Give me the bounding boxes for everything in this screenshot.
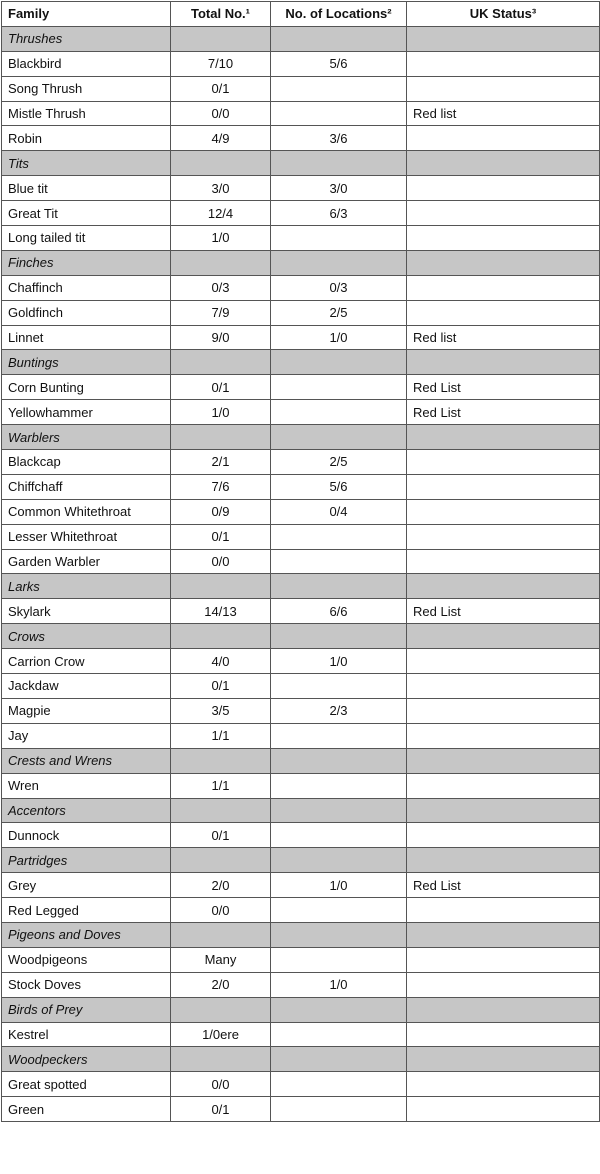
- locations-cell: 6/3: [271, 201, 407, 226]
- group-empty-cell: [407, 151, 600, 176]
- table-row: [2, 76, 600, 101]
- total-cell: 0/1: [171, 1097, 271, 1122]
- status-cell: Red list: [407, 325, 600, 350]
- table-row: [2, 101, 600, 126]
- status-cell: Red List: [407, 873, 600, 898]
- family-cell: Magpie: [2, 698, 171, 723]
- total-cell: 2/0: [171, 972, 271, 997]
- status-cell: [407, 549, 600, 574]
- locations-cell: [271, 723, 407, 748]
- group-empty-cell: [407, 848, 600, 873]
- family-cell: Jackdaw: [2, 674, 171, 699]
- group-empty-cell: [271, 997, 407, 1022]
- family-cell: Skylark: [2, 599, 171, 624]
- family-cell: Chaffinch: [2, 275, 171, 300]
- locations-cell: [271, 101, 407, 126]
- family-cell: Goldfinch: [2, 300, 171, 325]
- table-row: [2, 873, 600, 898]
- table-row: [2, 1022, 600, 1047]
- family-cell: Wren: [2, 773, 171, 798]
- total-cell: 1/1: [171, 773, 271, 798]
- group-name: Larks: [2, 574, 171, 599]
- group-empty-cell: [271, 151, 407, 176]
- family-cell: Dunnock: [2, 823, 171, 848]
- table-row: [2, 201, 600, 226]
- family-cell: Green: [2, 1097, 171, 1122]
- group-empty-cell: [407, 922, 600, 947]
- family-cell: Lesser Whitethroat: [2, 524, 171, 549]
- table-row: [2, 1097, 600, 1122]
- group-empty-cell: [271, 574, 407, 599]
- locations-cell: [271, 1097, 407, 1122]
- status-cell: [407, 698, 600, 723]
- family-cell: Garden Warbler: [2, 549, 171, 574]
- total-cell: 0/1: [171, 375, 271, 400]
- family-cell: Linnet: [2, 325, 171, 350]
- total-cell: 0/0: [171, 898, 271, 923]
- family-cell: Kestrel: [2, 1022, 171, 1047]
- group-row: [2, 848, 600, 873]
- total-cell: Many: [171, 947, 271, 972]
- group-row: [2, 350, 600, 375]
- family-cell: Mistle Thrush: [2, 101, 171, 126]
- table-row: [2, 524, 600, 549]
- total-cell: 0/0: [171, 1072, 271, 1097]
- group-empty-cell: [271, 848, 407, 873]
- family-cell: Long tailed tit: [2, 226, 171, 251]
- status-cell: [407, 201, 600, 226]
- table-row: [2, 126, 600, 151]
- table-row: [2, 300, 600, 325]
- group-row: [2, 425, 600, 450]
- group-row: [2, 151, 600, 176]
- table-row: [2, 599, 600, 624]
- header-locations: No. of Locations²: [271, 2, 407, 27]
- status-cell: [407, 773, 600, 798]
- total-cell: 9/0: [171, 325, 271, 350]
- family-cell: Blackcap: [2, 450, 171, 475]
- locations-cell: 1/0: [271, 649, 407, 674]
- table-row: [2, 375, 600, 400]
- group-name: Pigeons and Doves: [2, 922, 171, 947]
- status-cell: [407, 823, 600, 848]
- locations-cell: 3/0: [271, 176, 407, 201]
- status-cell: [407, 723, 600, 748]
- table-row: [2, 674, 600, 699]
- total-cell: 0/1: [171, 76, 271, 101]
- table-row: [2, 972, 600, 997]
- group-empty-cell: [271, 350, 407, 375]
- table-row: [2, 773, 600, 798]
- total-cell: 7/10: [171, 51, 271, 76]
- locations-cell: 1/0: [271, 325, 407, 350]
- status-cell: [407, 898, 600, 923]
- group-name: Birds of Prey: [2, 997, 171, 1022]
- total-cell: 2/0: [171, 873, 271, 898]
- header-row: [2, 2, 600, 27]
- group-name: Buntings: [2, 350, 171, 375]
- table-row: [2, 275, 600, 300]
- group-empty-cell: [407, 798, 600, 823]
- total-cell: 4/0: [171, 649, 271, 674]
- group-name: Crests and Wrens: [2, 748, 171, 773]
- total-cell: 0/1: [171, 524, 271, 549]
- total-cell: 4/9: [171, 126, 271, 151]
- table-row: [2, 51, 600, 76]
- group-empty-cell: [407, 350, 600, 375]
- family-cell: Great spotted: [2, 1072, 171, 1097]
- status-cell: [407, 1022, 600, 1047]
- total-cell: 3/0: [171, 176, 271, 201]
- locations-cell: 6/6: [271, 599, 407, 624]
- family-cell: Blackbird: [2, 51, 171, 76]
- group-row: [2, 624, 600, 649]
- group-empty-cell: [407, 250, 600, 275]
- total-cell: 1/0ere: [171, 1022, 271, 1047]
- total-cell: 7/6: [171, 474, 271, 499]
- family-cell: Jay: [2, 723, 171, 748]
- group-empty-cell: [407, 624, 600, 649]
- locations-cell: 5/6: [271, 51, 407, 76]
- group-row: [2, 748, 600, 773]
- group-empty-cell: [171, 624, 271, 649]
- group-empty-cell: [171, 848, 271, 873]
- status-cell: [407, 1097, 600, 1122]
- family-cell: Blue tit: [2, 176, 171, 201]
- locations-cell: 3/6: [271, 126, 407, 151]
- table-row: [2, 474, 600, 499]
- header-total: Total No.¹: [171, 2, 271, 27]
- status-cell: [407, 1072, 600, 1097]
- locations-cell: [271, 375, 407, 400]
- status-cell: [407, 300, 600, 325]
- total-cell: 14/13: [171, 599, 271, 624]
- group-empty-cell: [271, 26, 407, 51]
- status-cell: [407, 649, 600, 674]
- group-empty-cell: [407, 748, 600, 773]
- locations-cell: [271, 549, 407, 574]
- status-cell: [407, 176, 600, 201]
- group-empty-cell: [171, 748, 271, 773]
- group-row: [2, 997, 600, 1022]
- status-cell: [407, 76, 600, 101]
- locations-cell: [271, 524, 407, 549]
- family-cell: Woodpigeons: [2, 947, 171, 972]
- table-row: [2, 649, 600, 674]
- group-row: [2, 26, 600, 51]
- locations-cell: [271, 823, 407, 848]
- group-empty-cell: [271, 798, 407, 823]
- group-empty-cell: [271, 922, 407, 947]
- locations-cell: [271, 773, 407, 798]
- table-row: [2, 549, 600, 574]
- total-cell: 0/9: [171, 499, 271, 524]
- table-row: [2, 1072, 600, 1097]
- status-cell: [407, 474, 600, 499]
- header-family: Family: [2, 2, 171, 27]
- group-empty-cell: [271, 624, 407, 649]
- locations-cell: [271, 898, 407, 923]
- table-row: [2, 450, 600, 475]
- group-name: Crows: [2, 624, 171, 649]
- family-cell: Song Thrush: [2, 76, 171, 101]
- group-row: [2, 250, 600, 275]
- locations-cell: [271, 1072, 407, 1097]
- group-empty-cell: [171, 151, 271, 176]
- group-empty-cell: [407, 26, 600, 51]
- locations-cell: [271, 76, 407, 101]
- group-empty-cell: [271, 1047, 407, 1072]
- status-cell: [407, 972, 600, 997]
- group-empty-cell: [407, 574, 600, 599]
- status-cell: Red list: [407, 101, 600, 126]
- group-row: [2, 574, 600, 599]
- group-empty-cell: [171, 1047, 271, 1072]
- status-cell: Red List: [407, 599, 600, 624]
- table-row: [2, 698, 600, 723]
- locations-cell: 1/0: [271, 972, 407, 997]
- locations-cell: 5/6: [271, 474, 407, 499]
- status-cell: [407, 226, 600, 251]
- family-cell: Grey: [2, 873, 171, 898]
- group-empty-cell: [407, 1047, 600, 1072]
- total-cell: 0/1: [171, 823, 271, 848]
- group-empty-cell: [171, 922, 271, 947]
- status-cell: [407, 450, 600, 475]
- group-empty-cell: [171, 26, 271, 51]
- group-empty-cell: [171, 997, 271, 1022]
- table-row: [2, 723, 600, 748]
- locations-cell: 2/3: [271, 698, 407, 723]
- group-name: Finches: [2, 250, 171, 275]
- locations-cell: 0/3: [271, 275, 407, 300]
- group-row: [2, 1047, 600, 1072]
- total-cell: 12/4: [171, 201, 271, 226]
- table-row: [2, 947, 600, 972]
- table-row: [2, 400, 600, 425]
- group-row: [2, 922, 600, 947]
- family-cell: Stock Doves: [2, 972, 171, 997]
- locations-cell: 1/0: [271, 873, 407, 898]
- family-cell: Corn Bunting: [2, 375, 171, 400]
- group-empty-cell: [271, 748, 407, 773]
- group-name: Woodpeckers: [2, 1047, 171, 1072]
- bird-survey-table: [1, 1, 600, 1122]
- total-cell: 0/3: [171, 275, 271, 300]
- group-empty-cell: [407, 997, 600, 1022]
- family-cell: Yellowhammer: [2, 400, 171, 425]
- group-name: Warblers: [2, 425, 171, 450]
- table-row: [2, 898, 600, 923]
- status-cell: [407, 126, 600, 151]
- locations-cell: [271, 947, 407, 972]
- family-cell: Common Whitethroat: [2, 499, 171, 524]
- table-row: [2, 499, 600, 524]
- total-cell: 1/0: [171, 226, 271, 251]
- status-cell: [407, 524, 600, 549]
- group-name: Partridges: [2, 848, 171, 873]
- locations-cell: [271, 400, 407, 425]
- group-empty-cell: [171, 350, 271, 375]
- group-empty-cell: [407, 425, 600, 450]
- status-cell: [407, 674, 600, 699]
- table-row: [2, 176, 600, 201]
- locations-cell: 0/4: [271, 499, 407, 524]
- total-cell: 1/1: [171, 723, 271, 748]
- locations-cell: [271, 226, 407, 251]
- table-row: [2, 226, 600, 251]
- group-name: Thrushes: [2, 26, 171, 51]
- total-cell: 1/0: [171, 400, 271, 425]
- locations-cell: [271, 674, 407, 699]
- group-empty-cell: [171, 425, 271, 450]
- group-empty-cell: [171, 250, 271, 275]
- locations-cell: 2/5: [271, 450, 407, 475]
- total-cell: 3/5: [171, 698, 271, 723]
- group-empty-cell: [171, 574, 271, 599]
- total-cell: 0/0: [171, 549, 271, 574]
- status-cell: [407, 275, 600, 300]
- status-cell: Red List: [407, 400, 600, 425]
- family-cell: Robin: [2, 126, 171, 151]
- family-cell: Carrion Crow: [2, 649, 171, 674]
- status-cell: [407, 499, 600, 524]
- total-cell: 0/1: [171, 674, 271, 699]
- group-empty-cell: [271, 425, 407, 450]
- group-empty-cell: [271, 250, 407, 275]
- group-name: Tits: [2, 151, 171, 176]
- group-empty-cell: [171, 798, 271, 823]
- group-name: Accentors: [2, 798, 171, 823]
- total-cell: 7/9: [171, 300, 271, 325]
- table-row: [2, 325, 600, 350]
- group-row: [2, 798, 600, 823]
- table-body: [2, 26, 600, 1121]
- status-cell: Red List: [407, 375, 600, 400]
- family-cell: Chiffchaff: [2, 474, 171, 499]
- table-row: [2, 823, 600, 848]
- total-cell: 0/0: [171, 101, 271, 126]
- locations-cell: 2/5: [271, 300, 407, 325]
- family-cell: Red Legged: [2, 898, 171, 923]
- locations-cell: [271, 1022, 407, 1047]
- total-cell: 2/1: [171, 450, 271, 475]
- status-cell: [407, 51, 600, 76]
- family-cell: Great Tit: [2, 201, 171, 226]
- header-status: UK Status³: [407, 2, 600, 27]
- status-cell: [407, 947, 600, 972]
